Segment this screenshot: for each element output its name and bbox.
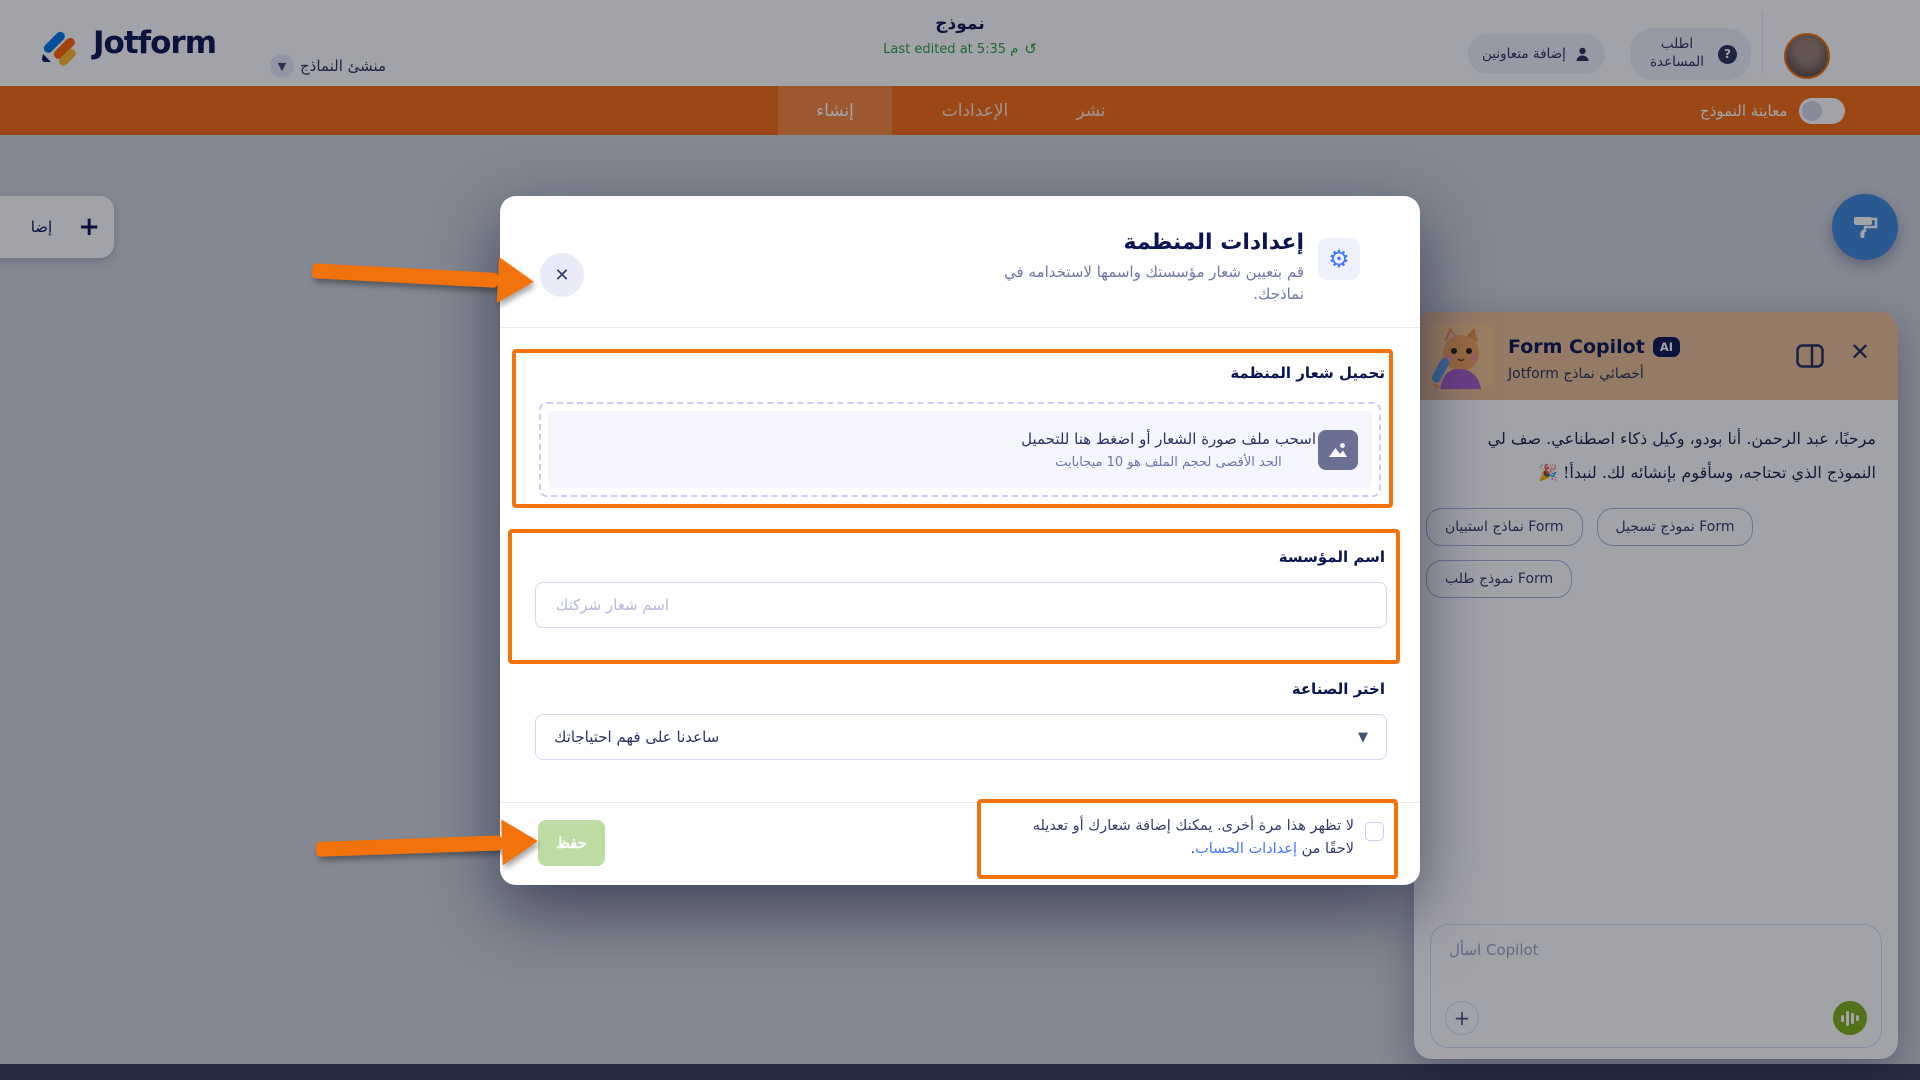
modal-subtitle: قم بتعيين شعار مؤسستك واسمها لاستخدامه في نماذجك.	[1004, 263, 1304, 303]
tab-settings[interactable]: الإعدادات	[941, 100, 1009, 121]
question-mark-icon: ?	[1718, 45, 1737, 64]
preview-form-label: معاينة النموذج	[1700, 101, 1788, 120]
plus-icon: +	[78, 212, 100, 242]
add-collaborators-label: إضافة متعاونين	[1482, 46, 1566, 62]
modal-title: إعدادات المنظمة	[1123, 230, 1304, 255]
jotform-logo-text: Jotform	[93, 25, 217, 61]
copilot-subtitle: أخصائي نماذج Jotform	[1508, 366, 1644, 382]
close-icon[interactable]: ✕	[540, 253, 584, 297]
annotation-arrow-to-save	[315, 818, 538, 872]
industry-select-value: ساعدنا على فهم احتياجاتك	[554, 728, 720, 746]
upload-size-hint: الحد الأقصى لحجم الملف هو 10 ميجابايت	[1055, 454, 1282, 470]
highlight-box-upload	[512, 349, 1393, 508]
dont-show-text: لا تظهر هذا مرة أخرى. يمكنك إضافة شعارك أو تعديله لاحقًا من	[1032, 818, 1354, 857]
copilot-close-icon[interactable]: ✕	[1850, 338, 1871, 366]
copilot-title: Form Copilot	[1508, 336, 1645, 358]
add-element-label: إضا	[30, 218, 53, 236]
upload-logo-label: تحميل شعار المنظمة	[1230, 364, 1385, 382]
highlight-box-dont-show	[977, 799, 1398, 879]
chip-registration-form[interactable]: نموذج تسجيل Form	[1597, 508, 1754, 546]
dont-show-suffix: .	[1190, 841, 1196, 857]
revision-history-icon[interactable]: ↺	[1024, 40, 1037, 58]
gear-icon: ⚙	[1328, 245, 1350, 273]
chevron-down-icon: ▼	[1358, 729, 1368, 745]
modal-header-text	[964, 230, 1304, 305]
chip-survey-form[interactable]: نماذج استبيان Form	[1426, 508, 1583, 546]
chevron-down-icon[interactable]: ▼	[270, 54, 294, 78]
get-help-label: اطلب المساعدة	[1649, 36, 1705, 70]
last-edited-text: Last edited at 5:35 م	[883, 41, 1019, 57]
tab-build[interactable]: إنشاء	[778, 86, 892, 135]
chip-order-form[interactable]: نموذج طلب Form	[1426, 560, 1572, 598]
industry-label: اختر الصناعة	[1291, 680, 1385, 698]
header-divider	[500, 327, 1420, 328]
tab-publish[interactable]: نشر	[1076, 100, 1106, 121]
copilot-message: مرحبًا، عبد الرحمن. أنا بودو، وكيل ذكاء اصطناعي. صف لي النموذج الذي تحتاجه، وسأقوم بإنشائه لك. لنبدأ! 🎉	[1487, 429, 1876, 482]
industry-select[interactable]	[535, 714, 1387, 760]
form-title[interactable]: نموذج	[935, 14, 985, 34]
form-builder-menu[interactable]: منشئ النماذج	[300, 57, 387, 75]
highlight-box-org-name	[508, 529, 1400, 664]
save-button[interactable]: حفظ	[538, 820, 605, 866]
account-settings-link[interactable]: إعدادات الحساب	[1195, 841, 1297, 857]
ai-badge: AI	[1653, 337, 1680, 357]
attach-plus-button[interactable]: +	[1445, 1001, 1479, 1035]
org-name-label: اسم المؤسسة	[1278, 548, 1385, 566]
settings-gear-badge	[1318, 238, 1360, 280]
upload-instruction: اسحب ملف صورة الشعار أو اضغط هنا للتحميل	[1021, 429, 1316, 448]
